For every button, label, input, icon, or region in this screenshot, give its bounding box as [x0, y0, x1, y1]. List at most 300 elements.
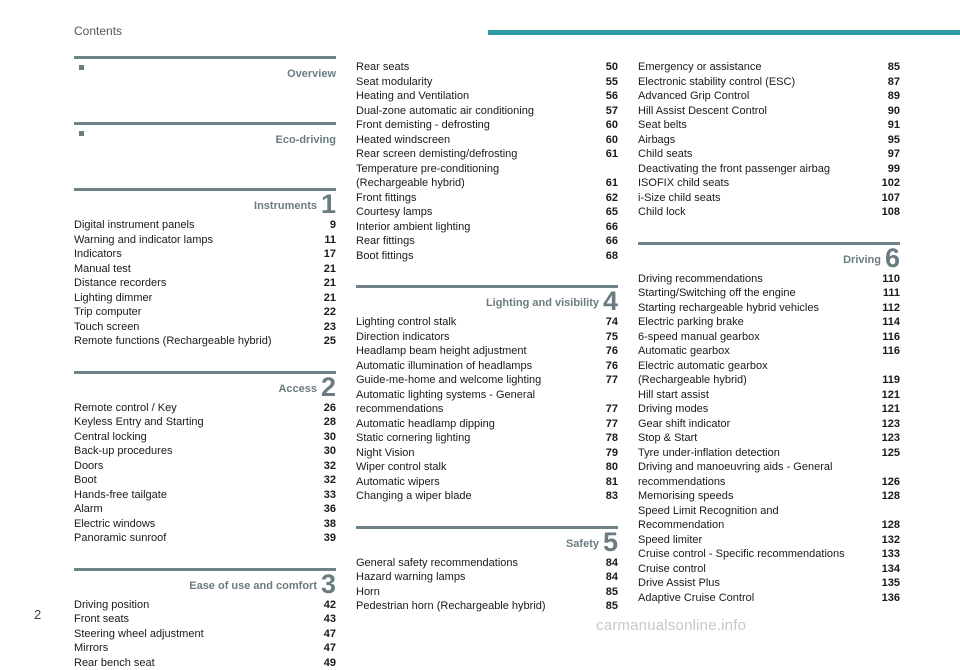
section-title[interactable]: Driving: [843, 254, 881, 266]
toc-entry[interactable]: [638, 576, 900, 591]
toc-entry-label[interactable]: Electric parking brake: [638, 315, 744, 330]
toc-entry[interactable]: [74, 502, 336, 517]
toc-entry[interactable]: [356, 133, 618, 148]
section-marker-square: [79, 131, 84, 136]
section-title[interactable]: Safety: [566, 538, 599, 550]
toc-entry[interactable]: [74, 218, 336, 233]
toc-entry-page[interactable]: 21: [318, 276, 336, 291]
toc-entry[interactable]: [74, 598, 336, 613]
toc-entry-page[interactable]: 79: [600, 446, 618, 461]
toc-section: [74, 349, 336, 546]
toc-entry[interactable]: [74, 627, 336, 642]
toc-entry-page[interactable]: 85: [600, 585, 618, 600]
section-heading: [74, 568, 336, 598]
toc-entry[interactable]: [356, 489, 618, 504]
toc-entry[interactable]: [638, 104, 900, 119]
toc-entry[interactable]: [356, 60, 618, 75]
toc-entry[interactable]: [638, 547, 900, 562]
toc-entry[interactable]: [638, 460, 900, 475]
toc-entry-label[interactable]: Electronic stability control (ESC): [638, 75, 795, 90]
toc-entry[interactable]: [638, 344, 900, 359]
toc-entry-label[interactable]: Keyless Entry and Starting: [74, 415, 204, 430]
toc-entry-page[interactable]: [894, 359, 900, 374]
toc-entry-label[interactable]: Changing a wiper blade: [356, 489, 472, 504]
toc-entry[interactable]: [74, 488, 336, 503]
toc-entry-label[interactable]: Static cornering lighting: [356, 431, 470, 446]
toc-entry-label[interactable]: ISOFIX child seats: [638, 176, 729, 191]
toc-entry-label[interactable]: Lighting dimmer: [74, 291, 152, 306]
toc-entry-page[interactable]: 50: [600, 60, 618, 75]
toc-entry[interactable]: [356, 344, 618, 359]
toc-entry-page[interactable]: 119: [876, 373, 900, 388]
toc-entry-page[interactable]: [612, 388, 618, 403]
toc-entry-page[interactable]: 116: [876, 330, 900, 345]
toc-entry-label[interactable]: Boot fittings: [356, 249, 413, 264]
toc-entry-label[interactable]: Distance recorders: [74, 276, 166, 291]
toc-entry[interactable]: [638, 191, 900, 206]
toc-entry-label[interactable]: recommendations: [356, 402, 443, 417]
toc-entry[interactable]: [356, 205, 618, 220]
toc-entry-label[interactable]: Seat modularity: [356, 75, 432, 90]
toc-entry-page[interactable]: 32: [318, 473, 336, 488]
toc-entry-page[interactable]: 11: [318, 233, 336, 248]
toc-entry-label[interactable]: (Rechargeable hybrid): [638, 373, 747, 388]
toc-entry[interactable]: [638, 373, 900, 388]
toc-entry-label[interactable]: Stop & Start: [638, 431, 697, 446]
section-number: 4: [603, 286, 618, 316]
toc-entry-page[interactable]: 42: [318, 598, 336, 613]
toc-entry-page[interactable]: 84: [600, 570, 618, 585]
toc-entry[interactable]: [638, 518, 900, 533]
toc-entry-page[interactable]: 87: [882, 75, 900, 90]
toc-entry[interactable]: [356, 104, 618, 119]
toc-entry-label[interactable]: Lighting control stalk: [356, 315, 456, 330]
toc-entry[interactable]: [74, 334, 336, 349]
toc-entry-label[interactable]: Night Vision: [356, 446, 415, 461]
toc-entry-page[interactable]: 77: [600, 417, 618, 432]
toc-entry[interactable]: [74, 276, 336, 291]
toc-entry-label[interactable]: Drive Assist Plus: [638, 576, 720, 591]
section-title[interactable]: Access: [278, 383, 317, 395]
toc-entry-page[interactable]: 97: [882, 147, 900, 162]
toc-entry-label[interactable]: Automatic gearbox: [638, 344, 730, 359]
toc-entry-label[interactable]: Memorising speeds: [638, 489, 733, 504]
toc-entry-page[interactable]: 76: [600, 344, 618, 359]
toc-entry-page[interactable]: 62: [600, 191, 618, 206]
toc-entry-page[interactable]: 107: [876, 191, 900, 206]
toc-entry[interactable]: [356, 475, 618, 490]
toc-entry-page[interactable]: 91: [882, 118, 900, 133]
toc-entry-page[interactable]: 135: [876, 576, 900, 591]
toc-entry-page[interactable]: 30: [318, 444, 336, 459]
toc-entry[interactable]: [638, 272, 900, 287]
toc-entry-label[interactable]: Back-up procedures: [74, 444, 172, 459]
toc-entry-page[interactable]: 66: [600, 220, 618, 235]
toc-entry-page[interactable]: 110: [876, 272, 900, 287]
toc-entry[interactable]: [356, 176, 618, 191]
toc-entry-label[interactable]: Touch screen: [74, 320, 139, 335]
toc-entry-label[interactable]: Hands-free tailgate: [74, 488, 167, 503]
toc-entry-label[interactable]: Guide-me-home and welcome lighting: [356, 373, 541, 388]
toc-entry-label[interactable]: Automatic headlamp dipping: [356, 417, 495, 432]
toc-entry-label[interactable]: Driving position: [74, 598, 149, 613]
toc-entry[interactable]: [638, 118, 900, 133]
toc-section: [638, 220, 900, 606]
toc-column-1: [74, 56, 336, 670]
toc-entry-label[interactable]: Interior ambient lighting: [356, 220, 470, 235]
section-title[interactable]: Eco-driving: [275, 134, 336, 146]
toc-entry-label[interactable]: Front fittings: [356, 191, 417, 206]
toc-entry-page[interactable]: 22: [318, 305, 336, 320]
toc-entry-label[interactable]: Child lock: [638, 205, 686, 220]
toc-entry-page[interactable]: 68: [600, 249, 618, 264]
section-spacer: [74, 349, 336, 371]
section-number: 2: [321, 372, 336, 402]
toc-entry-label[interactable]: Driving and manoeuvring aids - General: [638, 460, 832, 475]
toc-entry-label[interactable]: Wiper control stalk: [356, 460, 446, 475]
toc-entry-page[interactable]: 47: [318, 641, 336, 656]
toc-entry-page[interactable]: 132: [876, 533, 900, 548]
toc-entry[interactable]: [356, 89, 618, 104]
toc-entry-page[interactable]: 77: [600, 402, 618, 417]
section-heading: [74, 371, 336, 401]
toc-entry[interactable]: [638, 89, 900, 104]
toc-entry-label[interactable]: Pedestrian horn (Rechargeable hybrid): [356, 599, 546, 614]
toc-entry-page[interactable]: 60: [600, 118, 618, 133]
toc-entry[interactable]: [74, 401, 336, 416]
toc-column-3: [638, 60, 900, 605]
toc-entry-page[interactable]: 80: [600, 460, 618, 475]
toc-entry-page[interactable]: 108: [876, 205, 900, 220]
toc-entry-label[interactable]: Central locking: [74, 430, 147, 445]
toc-entry[interactable]: [74, 291, 336, 306]
toc-entry-label[interactable]: (Rechargeable hybrid): [356, 176, 465, 191]
toc-entry-label[interactable]: Recommendation: [638, 518, 724, 533]
toc-entry[interactable]: [638, 176, 900, 191]
toc-entry-page[interactable]: 128: [876, 518, 900, 533]
toc-entry-page[interactable]: 121: [876, 402, 900, 417]
section-heading: [74, 188, 336, 218]
toc-section: [638, 60, 900, 220]
toc-entry-page[interactable]: 55: [600, 75, 618, 90]
toc-entry-page[interactable]: 28: [318, 415, 336, 430]
toc-entry-page[interactable]: 76: [600, 359, 618, 374]
toc-entry[interactable]: [74, 305, 336, 320]
toc-entry-page[interactable]: 95: [882, 133, 900, 148]
section-spacer: [638, 220, 900, 242]
toc-entry-label[interactable]: Front seats: [74, 612, 129, 627]
toc-entry-page[interactable]: 85: [600, 599, 618, 614]
section-heading: [638, 242, 900, 272]
toc-entry-label[interactable]: Indicators: [74, 247, 122, 262]
toc-entry-label[interactable]: Speed limiter: [638, 533, 702, 548]
toc-entry-page[interactable]: 125: [876, 446, 900, 461]
toc-entry-label[interactable]: Mirrors: [74, 641, 108, 656]
toc-entry[interactable]: [74, 531, 336, 546]
toc-entry[interactable]: [356, 417, 618, 432]
toc-entry[interactable]: [638, 431, 900, 446]
toc-entry-page[interactable]: 126: [876, 475, 900, 490]
toc-entry[interactable]: [638, 301, 900, 316]
toc-entry-label[interactable]: Electric automatic gearbox: [638, 359, 768, 374]
toc-entry[interactable]: [356, 388, 618, 403]
toc-entry[interactable]: [74, 656, 336, 670]
toc-entry-page[interactable]: 128: [876, 489, 900, 504]
toc-entry-page[interactable]: 75: [600, 330, 618, 345]
toc-entry-page[interactable]: 89: [882, 89, 900, 104]
toc-entry-label[interactable]: Headlamp beam height adjustment: [356, 344, 527, 359]
toc-entry-page[interactable]: 26: [318, 401, 336, 416]
toc-entry-page[interactable]: 32: [318, 459, 336, 474]
toc-entry[interactable]: [356, 599, 618, 614]
toc-entry-label[interactable]: Seat belts: [638, 118, 687, 133]
header-title: Contents: [74, 24, 122, 38]
toc-entry-label[interactable]: recommendations: [638, 475, 725, 490]
toc-entry[interactable]: [356, 162, 618, 177]
toc-entry[interactable]: [638, 533, 900, 548]
toc-entry-label[interactable]: Heating and Ventilation: [356, 89, 469, 104]
toc-entry[interactable]: [638, 489, 900, 504]
toc-entry[interactable]: [356, 446, 618, 461]
toc-entry-label[interactable]: Horn: [356, 585, 380, 600]
toc-entry-page[interactable]: 99: [882, 162, 900, 177]
toc-entry[interactable]: [638, 162, 900, 177]
toc-entry-label[interactable]: Courtesy lamps: [356, 205, 432, 220]
toc-entry-label[interactable]: Heated windscreen: [356, 133, 450, 148]
toc-entry-label[interactable]: Speed Limit Recognition and: [638, 504, 779, 519]
toc-entry-page[interactable]: 121: [876, 388, 900, 403]
toc-entry-label[interactable]: Doors: [74, 459, 103, 474]
toc-entry[interactable]: [356, 330, 618, 345]
toc-entry-page[interactable]: 61: [600, 176, 618, 191]
toc-entry[interactable]: [356, 402, 618, 417]
toc-entry-label[interactable]: Starting rechargeable hybrid vehicles: [638, 301, 819, 316]
toc-entry-page[interactable]: [894, 504, 900, 519]
toc-entry-label[interactable]: Adaptive Cruise Control: [638, 591, 754, 606]
header-accent-bar: [488, 30, 960, 35]
toc-entry-page[interactable]: 66: [600, 234, 618, 249]
toc-entry-page[interactable]: 36: [318, 502, 336, 517]
section-heading: [356, 526, 618, 556]
toc-entry-label[interactable]: Automatic wipers: [356, 475, 440, 490]
toc-entry[interactable]: [638, 60, 900, 75]
section-title[interactable]: Ease of use and comfort: [189, 580, 317, 592]
page-number: 2: [34, 607, 41, 622]
toc-entry-label[interactable]: Direction indicators: [356, 330, 450, 345]
toc-entry[interactable]: [74, 262, 336, 277]
toc-entry-page[interactable]: 30: [318, 430, 336, 445]
toc-entry[interactable]: [74, 612, 336, 627]
toc-entry-label[interactable]: Trip computer: [74, 305, 141, 320]
toc-entry[interactable]: [74, 415, 336, 430]
toc-entry-label[interactable]: Rear bench seat: [74, 656, 155, 670]
toc-entry[interactable]: [356, 118, 618, 133]
toc-entry[interactable]: [638, 330, 900, 345]
toc-entry-page[interactable]: 111: [877, 286, 900, 301]
toc-entry-label[interactable]: Hill start assist: [638, 388, 709, 403]
toc-entry[interactable]: [74, 444, 336, 459]
toc-entry[interactable]: [638, 315, 900, 330]
toc-entry-page[interactable]: 38: [318, 517, 336, 532]
toc-entry-page[interactable]: 43: [318, 612, 336, 627]
toc-entry-page[interactable]: 84: [600, 556, 618, 571]
toc-entry-page[interactable]: 47: [318, 627, 336, 642]
toc-entry-label[interactable]: Electric windows: [74, 517, 155, 532]
toc-entry[interactable]: [638, 562, 900, 577]
toc-entry[interactable]: [74, 247, 336, 262]
toc-entry[interactable]: [74, 517, 336, 532]
toc-entry-page[interactable]: 123: [876, 431, 900, 446]
toc-entry[interactable]: [638, 75, 900, 90]
toc-entry[interactable]: [74, 641, 336, 656]
toc-entry-page[interactable]: 77: [600, 373, 618, 388]
toc-entry[interactable]: [356, 570, 618, 585]
toc-entry[interactable]: [74, 320, 336, 335]
toc-entry-label[interactable]: Driving recommendations: [638, 272, 763, 287]
toc-entry-label[interactable]: Deactivating the front passenger airbag: [638, 162, 830, 177]
toc-entry-page[interactable]: 90: [882, 104, 900, 119]
toc-entry[interactable]: [356, 147, 618, 162]
toc-entry[interactable]: [356, 585, 618, 600]
toc-entry-label[interactable]: Dual-zone automatic air conditioning: [356, 104, 534, 119]
toc-entry[interactable]: [356, 220, 618, 235]
toc-entry-page[interactable]: 25: [318, 334, 336, 349]
toc-entry-label[interactable]: Steering wheel adjustment: [74, 627, 204, 642]
toc-entry-label[interactable]: Manual test: [74, 262, 131, 277]
section-title[interactable]: Lighting and visibility: [486, 297, 599, 309]
toc-entry[interactable]: [638, 133, 900, 148]
toc-entry-page[interactable]: 136: [876, 591, 900, 606]
toc-entry[interactable]: [638, 359, 900, 374]
toc-entry-label[interactable]: Driving modes: [638, 402, 708, 417]
toc-entry[interactable]: [638, 286, 900, 301]
toc-entry-page[interactable]: 56: [600, 89, 618, 104]
toc-entry-page[interactable]: 83: [600, 489, 618, 504]
section-spacer: [356, 263, 618, 285]
section-title[interactable]: Overview: [287, 68, 336, 80]
toc-entry-label[interactable]: Rear seats: [356, 60, 409, 75]
toc-entry-page[interactable]: 60: [600, 133, 618, 148]
toc-entry[interactable]: [356, 249, 618, 264]
toc-entry-page[interactable]: 23: [318, 320, 336, 335]
toc-entry-label[interactable]: Starting/Switching off the engine: [638, 286, 796, 301]
toc-entry-page[interactable]: 33: [318, 488, 336, 503]
toc-entry-label[interactable]: Cruise control: [638, 562, 706, 577]
toc-entry-page[interactable]: 81: [600, 475, 618, 490]
toc-entry[interactable]: [74, 430, 336, 445]
toc-entry-label[interactable]: Hazard warning lamps: [356, 570, 465, 585]
toc-entry-label[interactable]: Child seats: [638, 147, 692, 162]
toc-entry[interactable]: [74, 459, 336, 474]
toc-entry-page[interactable]: 123: [876, 417, 900, 432]
toc-entry-page[interactable]: [612, 162, 618, 177]
toc-entry-label[interactable]: Automatic lighting systems - General: [356, 388, 535, 403]
toc-entry-label[interactable]: Front demisting - defrosting: [356, 118, 490, 133]
section-title[interactable]: Instruments: [254, 200, 317, 212]
toc-entry[interactable]: [356, 556, 618, 571]
toc-entry-page[interactable]: 78: [600, 431, 618, 446]
toc-entry[interactable]: [356, 315, 618, 330]
toc-entry-page[interactable]: [894, 460, 900, 475]
toc-entry[interactable]: [638, 591, 900, 606]
toc-entry-label[interactable]: Airbags: [638, 133, 675, 148]
toc-entry-page[interactable]: 114: [876, 315, 900, 330]
toc-entry[interactable]: [638, 205, 900, 220]
toc-entry-page[interactable]: 116: [876, 344, 900, 359]
toc-entry[interactable]: [356, 373, 618, 388]
toc-entry-label[interactable]: Hill Assist Descent Control: [638, 104, 767, 119]
toc-entry-page[interactable]: 61: [600, 147, 618, 162]
toc-entry-page[interactable]: 65: [600, 205, 618, 220]
toc-entry-label[interactable]: Alarm: [74, 502, 103, 517]
toc-entry[interactable]: [74, 233, 336, 248]
toc-entry-page[interactable]: 9: [324, 218, 336, 233]
toc-entry-label[interactable]: Advanced Grip Control: [638, 89, 749, 104]
toc-entry-label[interactable]: Cruise control - Specific recommendations: [638, 547, 845, 562]
toc-entry[interactable]: [638, 417, 900, 432]
toc-entry[interactable]: [638, 475, 900, 490]
toc-entry[interactable]: [638, 402, 900, 417]
toc-entry-page[interactable]: 85: [882, 60, 900, 75]
toc-entry-label[interactable]: Digital instrument panels: [74, 218, 194, 233]
toc-entry[interactable]: [356, 234, 618, 249]
toc-entry-page[interactable]: 39: [318, 531, 336, 546]
toc-entry-label[interactable]: Warning and indicator lamps: [74, 233, 213, 248]
toc-entry-page[interactable]: 102: [876, 176, 900, 191]
toc-entry[interactable]: [74, 473, 336, 488]
toc-entry-label[interactable]: Rear screen demisting/defrosting: [356, 147, 517, 162]
toc-section: [74, 546, 336, 670]
toc-entry-page[interactable]: 134: [876, 562, 900, 577]
toc-entry[interactable]: [638, 388, 900, 403]
toc-entry[interactable]: [356, 75, 618, 90]
toc-entry-label[interactable]: Rear fittings: [356, 234, 415, 249]
toc-entry-label[interactable]: Emergency or assistance: [638, 60, 762, 75]
toc-entry[interactable]: [356, 359, 618, 374]
toc-entry[interactable]: [356, 460, 618, 475]
toc-entry-page[interactable]: 21: [318, 291, 336, 306]
toc-section: [356, 504, 618, 614]
toc-entry-label[interactable]: General safety recommendations: [356, 556, 518, 571]
toc-entry-label[interactable]: 6-speed manual gearbox: [638, 330, 760, 345]
toc-entry-label[interactable]: Boot: [74, 473, 97, 488]
toc-entry-page[interactable]: 74: [600, 315, 618, 330]
toc-entry-label[interactable]: Automatic illumination of headlamps: [356, 359, 532, 374]
toc-entry-label[interactable]: Temperature pre-conditioning: [356, 162, 499, 177]
toc-entry[interactable]: [638, 446, 900, 461]
toc-entry[interactable]: [356, 431, 618, 446]
toc-entry-label[interactable]: Panoramic sunroof: [74, 531, 166, 546]
toc-entry-page[interactable]: 17: [318, 247, 336, 262]
toc-entry[interactable]: [356, 191, 618, 206]
toc-entry-label[interactable]: Tyre under-inflation detection: [638, 446, 780, 461]
toc-entry-label[interactable]: Remote control / Key: [74, 401, 177, 416]
toc-entry-label[interactable]: i-Size child seats: [638, 191, 721, 206]
toc-entry[interactable]: [638, 147, 900, 162]
toc-entry-label[interactable]: Remote functions (Rechargeable hybrid): [74, 334, 272, 349]
section-spacer: [356, 504, 618, 526]
toc-entry-label[interactable]: Gear shift indicator: [638, 417, 730, 432]
toc-entry-page[interactable]: 112: [876, 301, 900, 316]
toc-entry-page[interactable]: 133: [876, 547, 900, 562]
toc-entry[interactable]: [638, 504, 900, 519]
toc-entry-page[interactable]: 49: [318, 656, 336, 670]
toc-entry-page[interactable]: 21: [318, 262, 336, 277]
toc-section: [74, 166, 336, 349]
section-heading: [356, 285, 618, 315]
toc-section: [74, 56, 336, 100]
toc-entry-page[interactable]: 57: [600, 104, 618, 119]
